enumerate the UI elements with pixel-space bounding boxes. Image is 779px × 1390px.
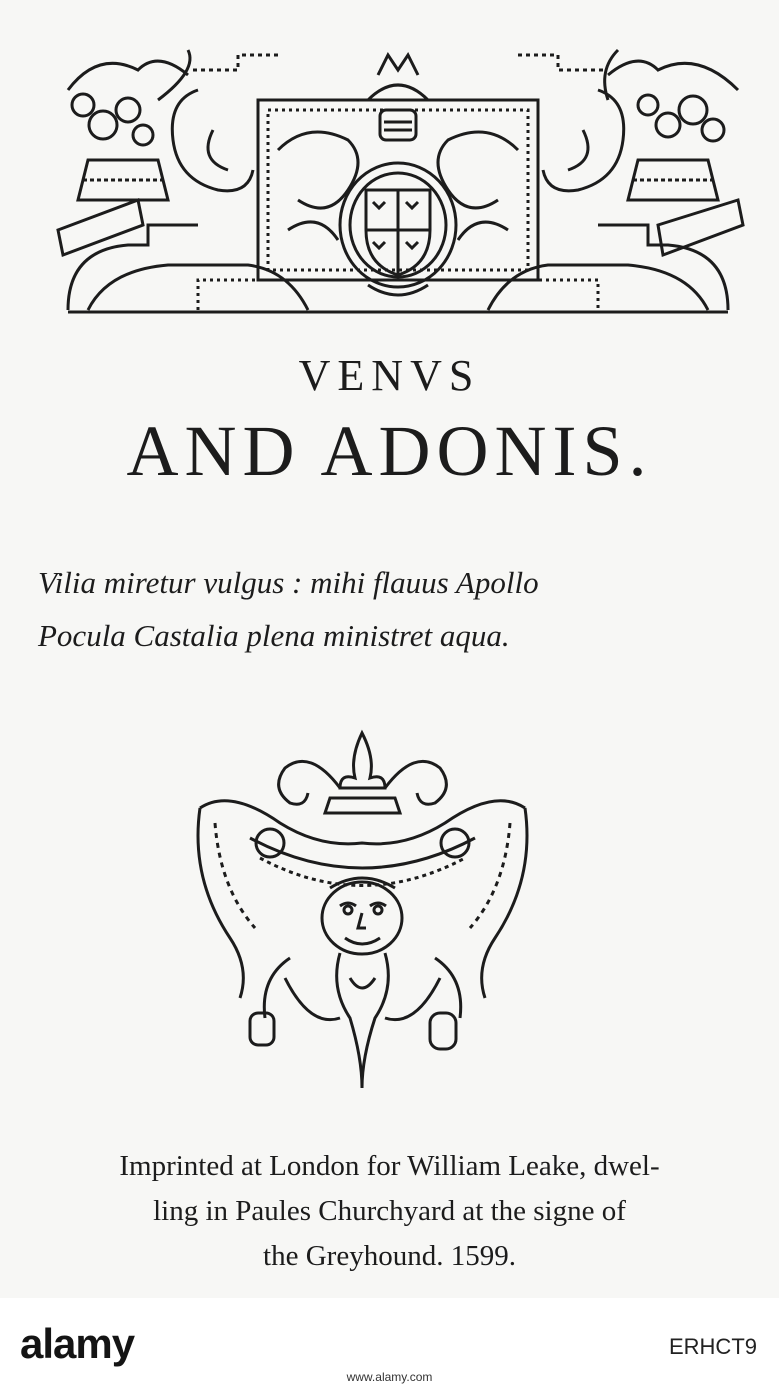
royal-arms-headpiece-icon [48, 30, 748, 315]
alamy-logo: alamy [20, 1320, 135, 1367]
footer-url: www.alamy.com [346, 1370, 433, 1384]
imprint-line-1: Imprinted at London for William Leake, dwel- [119, 1150, 660, 1182]
image-id: ERHCT9 [668, 1334, 757, 1359]
imprint-line-3: the Greyhound. 1599. [263, 1240, 516, 1272]
watermark-footer [0, 1298, 779, 1390]
title-venus: VENVS [298, 351, 481, 400]
imprint-line-2: ling in Paules Churchyard at the signe of [153, 1195, 626, 1227]
title-and-adonis: AND ADONIS. [126, 411, 653, 491]
grotesque-mask-ornament-icon [190, 728, 535, 1093]
latin-motto-line-1: Vilia miretur vulgus : mihi flauus Apollo [38, 565, 539, 600]
latin-motto-line-2: Pocula Castalia plena ministret aqua. [38, 618, 510, 653]
